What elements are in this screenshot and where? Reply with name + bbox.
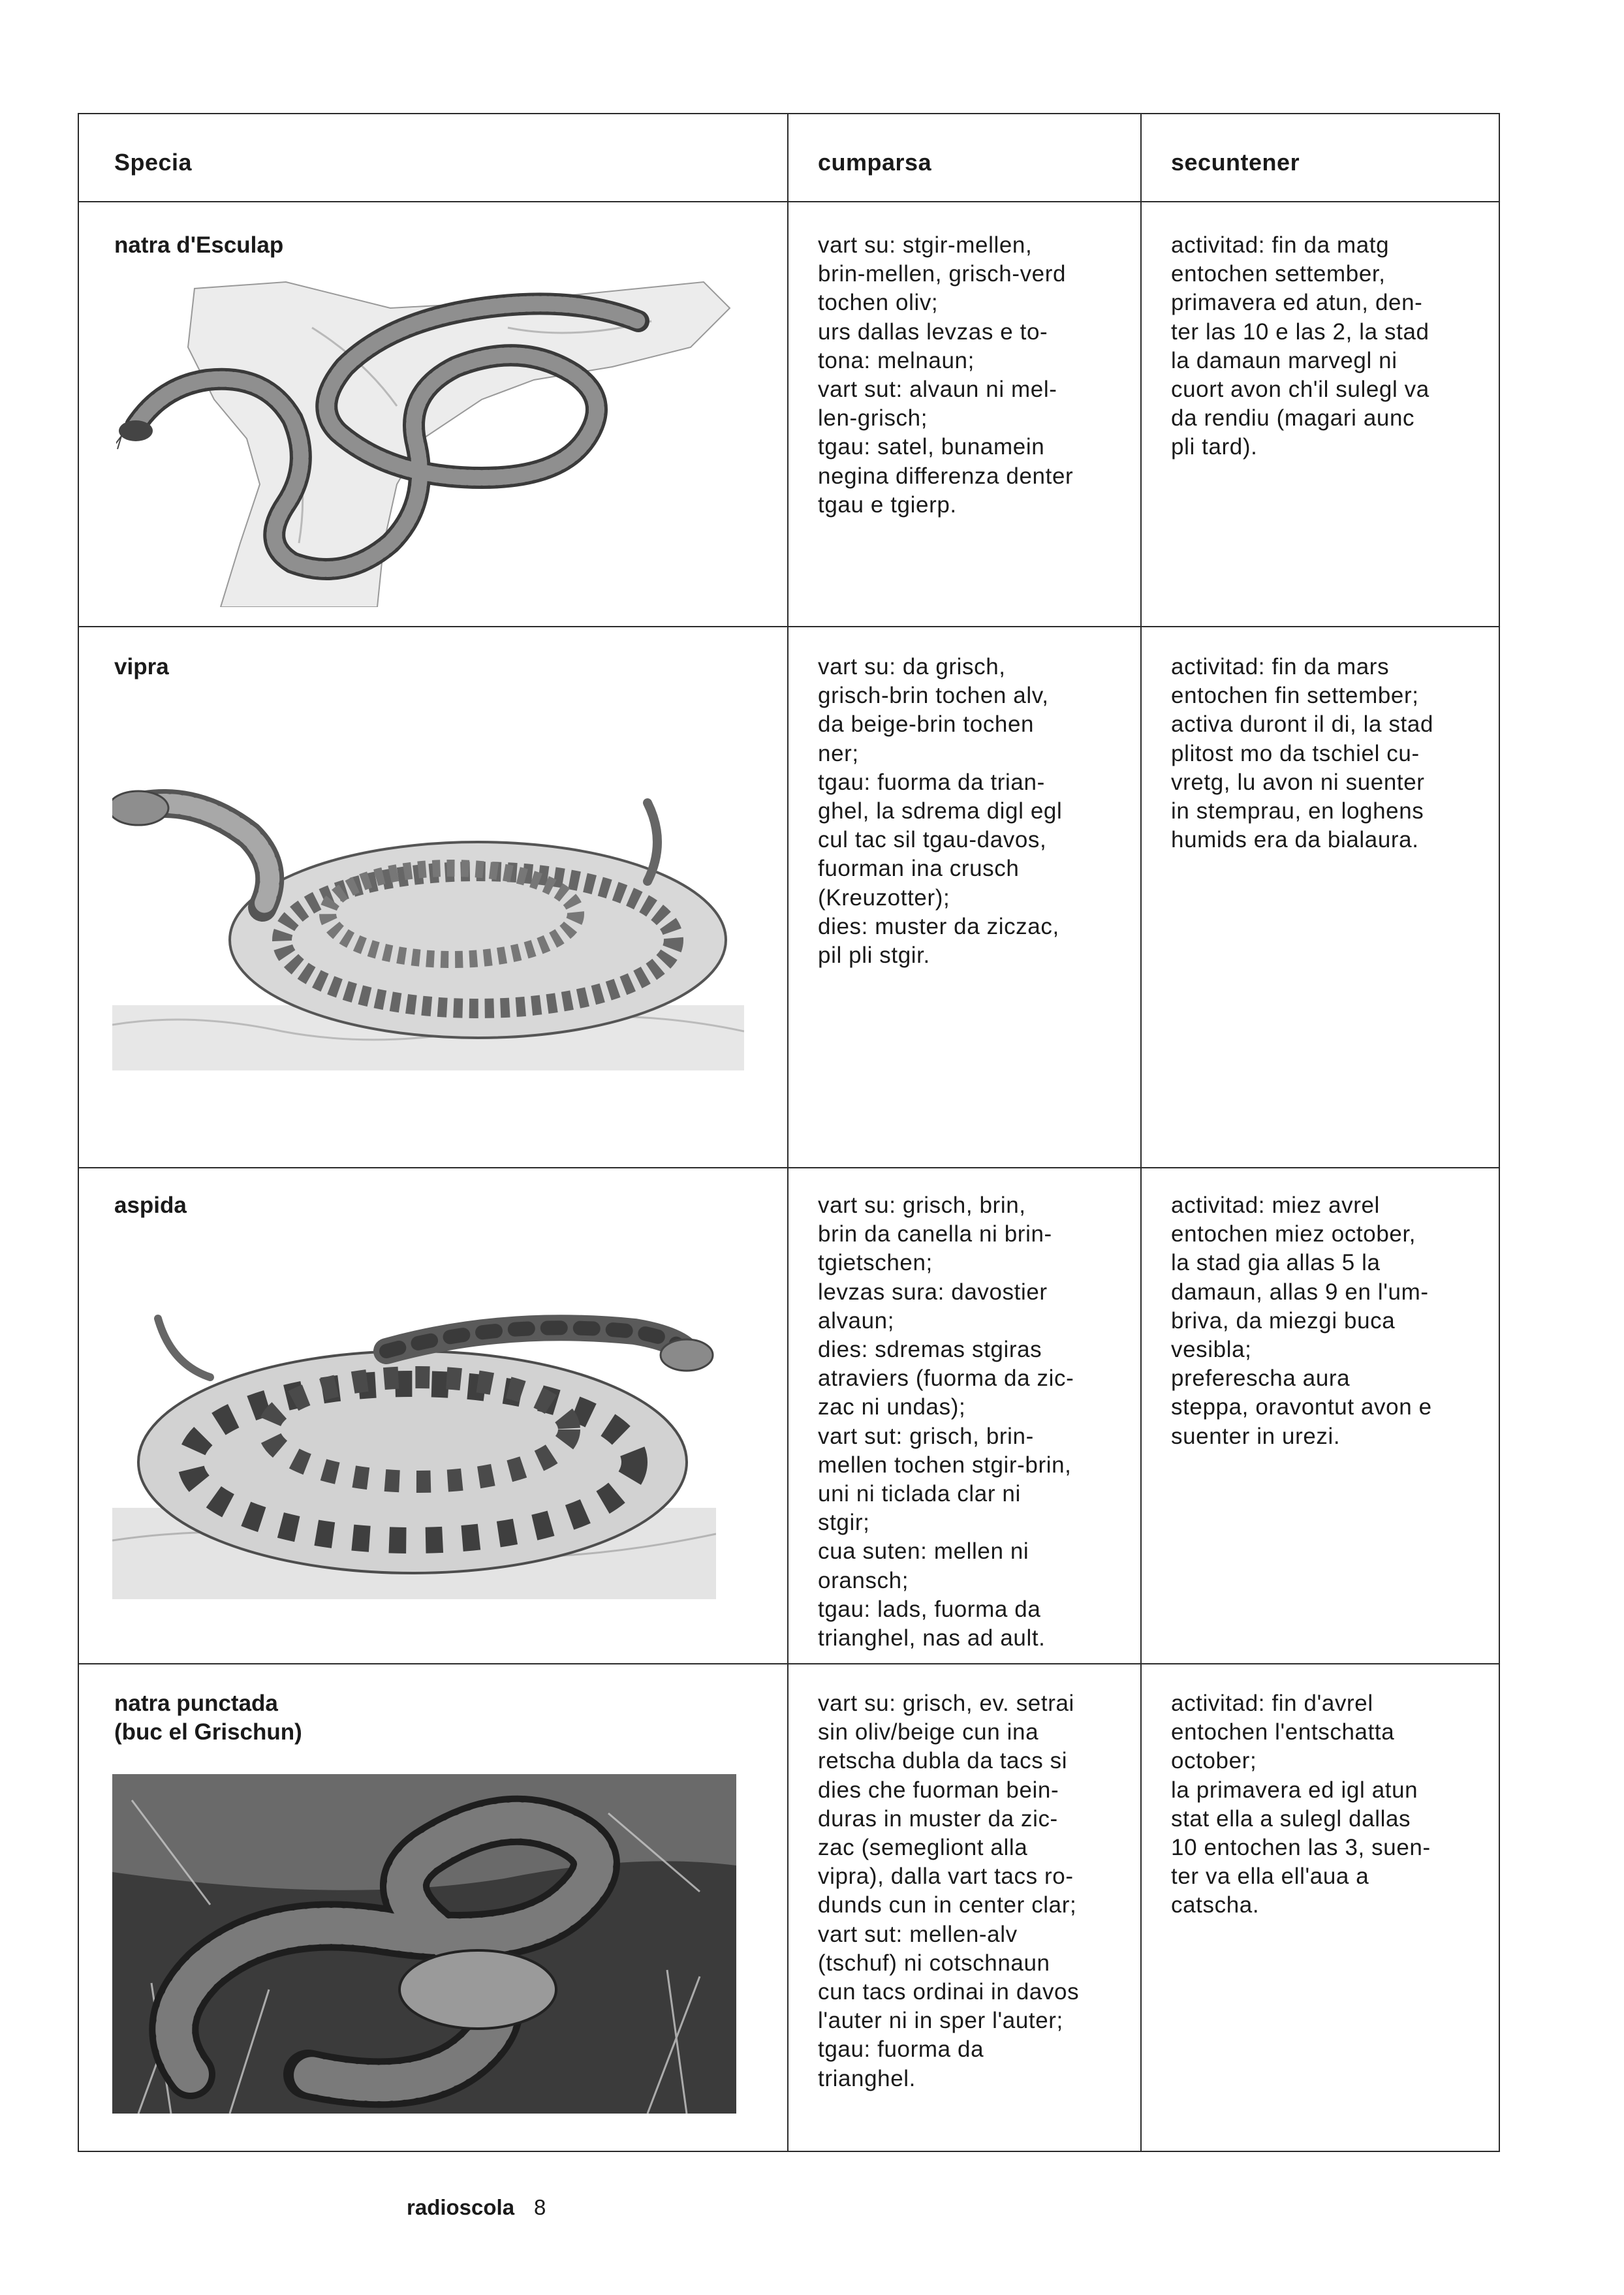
asp-viper-drawing: [112, 1292, 716, 1599]
header-rule: [79, 201, 1499, 202]
dice-snake-photo: [112, 1774, 736, 2114]
header-species: Specia: [114, 149, 193, 176]
asp-viper-illustration: [112, 1292, 716, 1599]
header-appearance: cumparsa: [818, 149, 932, 176]
page-number: 8: [534, 2195, 546, 2219]
aesculapian-snake-illustration: [116, 269, 736, 607]
species-name-asp: aspida: [114, 1193, 187, 1218]
aesculapian-snake-drawing: [116, 269, 736, 607]
column-rule-1: [787, 114, 789, 2151]
adder-illustration: [112, 764, 744, 1070]
row-rule-2: [79, 1167, 1499, 1168]
row-rule-1: [79, 626, 1499, 627]
row-rule-3: [79, 1663, 1499, 1664]
adder-drawing: [112, 764, 744, 1070]
appearance-text-aesculapian: vart su: stgir-mellen, brin-mellen, grisch-verd tochen oliv; urs dallas levzas e to- tona: melnaun; vart sut: alvaun ni mel- len-grisch; tgau: satel, bunamein negina differenza denter tgau e tgierp.: [818, 232, 1074, 518]
species-name-aesculapian: natra d'Esculap: [114, 232, 284, 258]
behaviour-text-adder: activitad: fin da mars entochen fin settember; activa duront il di, la stad plitost mo da tschiel cu- vretg, lu avon ni suenter in stemprau, en loghens humids era da bialaura.: [1171, 654, 1434, 853]
species-name-adder: vipra: [114, 654, 169, 679]
appearance-text-asp: vart su: grisch, brin, brin da canella ni brin- tgietschen; levzas sura: davostier alvaun; dies: sdremas stgiras atraviers (fuorma da zic- zac ni undas); vart sut: grisch, brin- mellen tochen stgir-brin, uni ni ticlada clar ni stgir; cua suten: mellen ni oransch; tgau: lads, fuorma da trianghel, nas ad ault.: [818, 1193, 1074, 1651]
behaviour-text-asp: activitad: miez avrel entochen miez october, la stad gia allas 5 la damaun, allas 9 en l'um- briva, da miezgi buca vesibla; preferescha aura steppa, oravontut avon e suenter in urezi.: [1171, 1193, 1432, 1449]
dice-snake-photo-image: [112, 1774, 736, 2114]
column-rule-2: [1140, 114, 1142, 2151]
header-behaviour: secuntener: [1171, 149, 1300, 176]
footer-brand: radioscola: [407, 2195, 515, 2219]
behaviour-text-aesculapian: activitad: fin da matg entochen settember, primavera ed atun, den- ter las 10 e las 2, la stad la damaun marvegl ni cuort avon ch'il sulegl va da rendiu (magari aunc pli tard).: [1171, 232, 1429, 460]
appearance-text-dice-snake: vart su: grisch, ev. setrai sin oliv/beige cun ina retscha dubla da tacs si dies che fuorman bein- duras in muster da zic- zac (semegliont alla vipra), dalla vart tacs ro- dunds cun in center clar; vart sut: mellen-alv (tschuf) ni cotschnaun cun tacs ordinai in davos l'auter ni in sper l'auter; tgau: fuorma da trianghel.: [818, 1691, 1080, 2091]
appearance-text-adder: vart su: da grisch, grisch-brin tochen alv, da beige-brin tochen ner; tgau: fuorma da trian- ghel, la sdrema digl egl cul tac sil tgau-davos, fuorman ina crusch (Kreuzotter); dies: muster da ziczac, pil pli stgir.: [818, 654, 1063, 969]
species-name-dice-snake: natra punctada (buc el Grischun): [114, 1691, 302, 1745]
behaviour-text-dice-snake: activitad: fin d'avrel entochen l'entschatta october; la primavera ed igl atun stat ella a sulegl dallas 10 entochen las 3, suen- ter va ella ell'aua a catscha.: [1171, 1691, 1431, 1918]
